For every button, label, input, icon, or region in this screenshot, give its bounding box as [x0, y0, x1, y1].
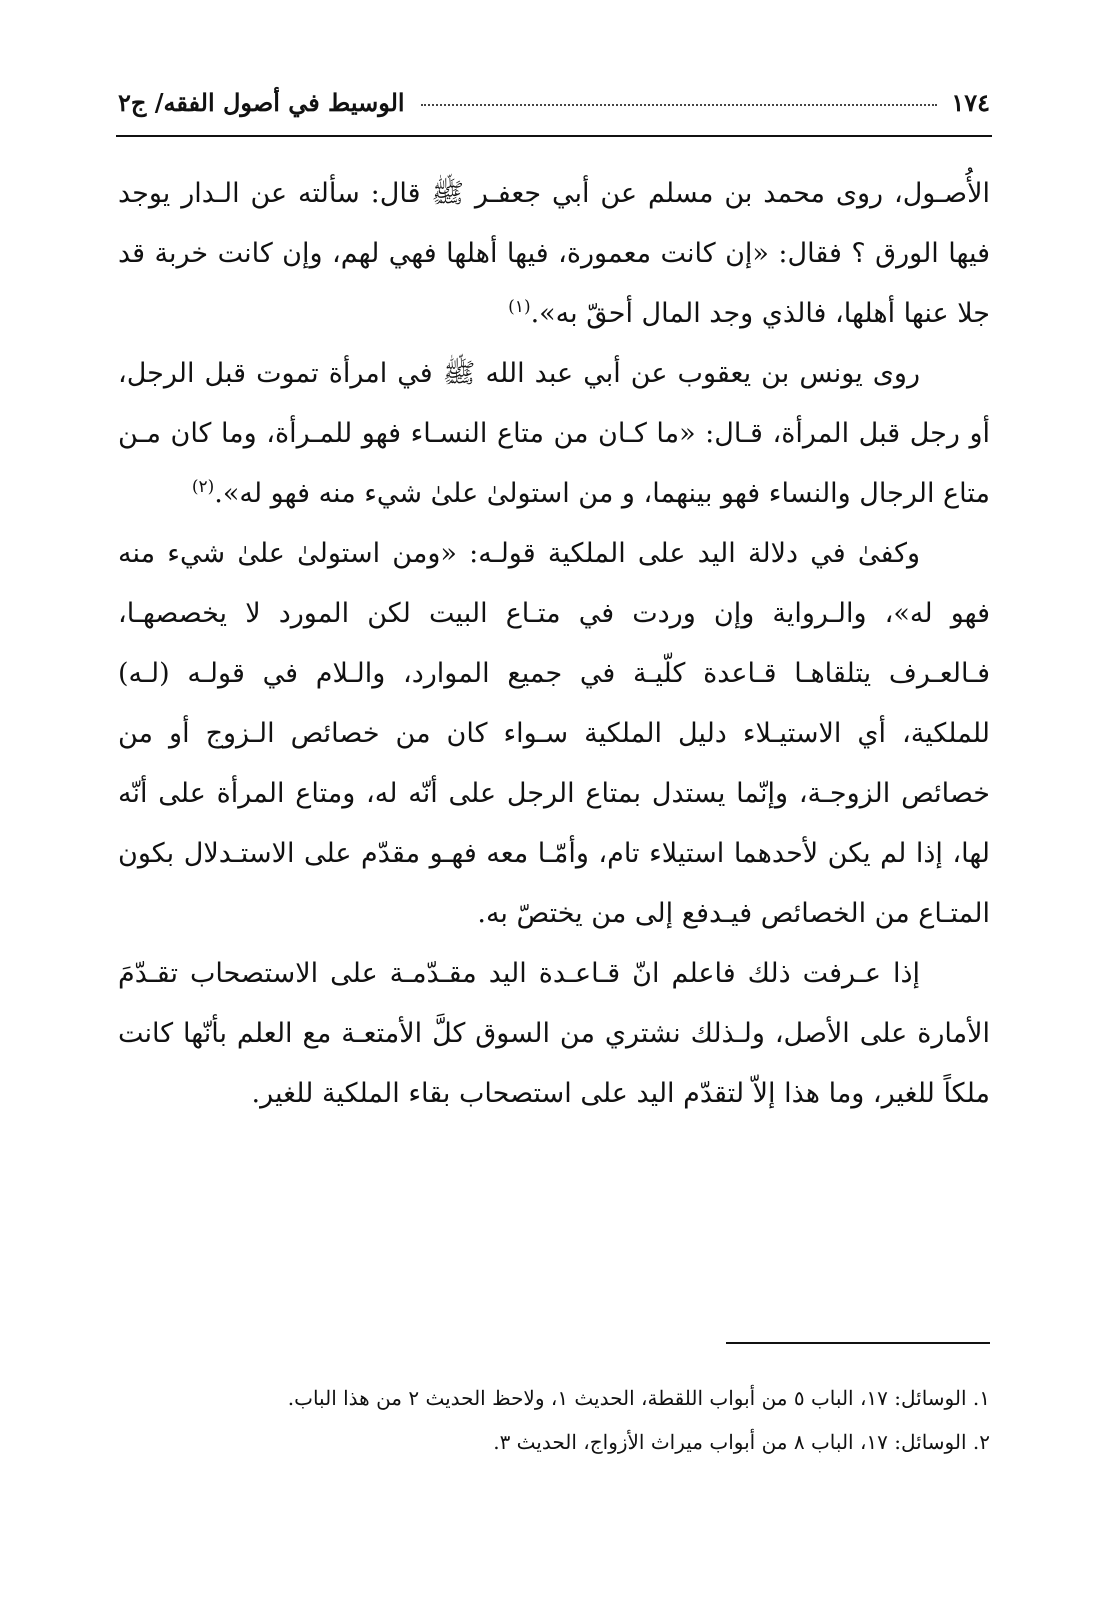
page-number: ١٧٤: [951, 87, 990, 117]
paragraph-3: وكفىٰ في دلالة اليد على الملكية قولـه: «ومن استولىٰ علىٰ شيء منه فهو له»، والـرواية وإن وردت في متـاع البيت لكن المورد لا يخصصهـا، فـالعـرف يتلقاهـا قـاعدة كلّيـة في جميع الموارد، والـلام في قولـه (لـه) للملكية، أي الاستيـلاء دليل الملكية سـواء كان من خصائص الـزوج أو من خصائص الزوجـة، وإنّما يستدل بمتاع الرجل على أنّه له، ومتاع المرأة على أنّه لها، إذا لم يكن لأحدهما استيلاء تام، وأمّـا معه فهـو مقدّم على الاستـدلال بكون المتـاع من الخصائص فيـدفع إلى من يختصّ به.: [118, 538, 990, 929]
header-dot-leader: [421, 104, 938, 106]
paragraph-1: [118, 164, 990, 344]
book-title: الوسيط في أصول الفقه/ ج٢: [118, 87, 405, 117]
paragraph-2: [118, 344, 990, 524]
footnotes: [118, 1376, 990, 1464]
header-rule: [116, 135, 992, 137]
footnote-ref-2: (٢): [191, 477, 215, 497]
paragraph-2-text: روى يونس بن يعقوب عن أبي عبد الله ﷺ في امرأة تموت قبل الرجل، أو رجل قبل المرأة، قـال: «ما كـان من متاع النسـاء فهو للمـرأة، وما كان مـن متاع الرجال والنساء فهو بينهما، و من استولىٰ علىٰ شيء منه فهو له».: [118, 358, 990, 509]
footnote-2: ٢. الوسائل: ١٧، الباب ٨ من أبواب ميراث الأزواج، الحديث ٣.: [493, 1430, 990, 1454]
paragraph-1-text: الأُصـول، روى محمد بن مسلم عن أبي جعفـر ﷺ قال: سألته عن الـدار يوجد فيها الورق ؟ فقال: «إن كانت معمورة، فيها أهلها فهي لهم، وإن كانت خربة قد جلا عنها أهلها، فالذي وجد المال أحقّ به».: [118, 178, 990, 329]
main-text: [118, 164, 990, 1124]
footnote-rule: [726, 1342, 990, 1344]
footnote-ref-1: (١): [508, 297, 531, 317]
paragraph-4: إذا عـرفت ذلك فاعلم انّ قـاعـدة اليد مقـدّمـة على الاستصحاب تقـدّمَ الأمارة على الأصل، ولـذلك نشتري من السوق كلَّ الأمتعـة مع العلم بأنّها كانت ملكاً للغير، وما هذا إلاّ لتقدّم اليد على استصحاب بقاء الملكية للغير.: [118, 958, 990, 1109]
footnote-1: ١. الوسائل: ١٧، الباب ٥ من أبواب اللقطة، الحديث ١، ولاحظ الحديث ٢ من هذا الباب.: [287, 1386, 990, 1410]
running-header: [118, 82, 990, 122]
